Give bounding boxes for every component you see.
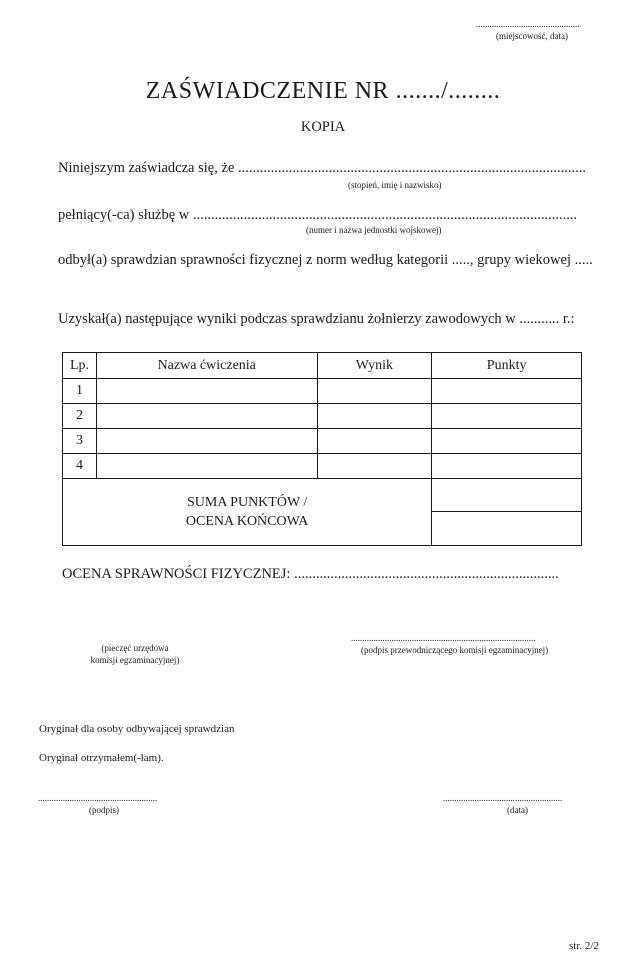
table-row [63,454,582,479]
test-line: odbył(a) sprawdzian sprawności fizycznej z norm według kategorii ....., grupy wiekowej ..... [58,252,593,268]
stamp-caption-line1: (pieczęć urzędowa [101,643,169,653]
final-grade-cell[interactable] [432,512,582,546]
points-cell[interactable] [432,429,582,454]
header-result: Wynik [317,353,432,379]
date-dots: ..................................................... [443,793,563,803]
header-lp: Lp. [63,353,97,379]
original-for-person-line: Oryginał dla osoby odbywającej sprawdzian [39,723,235,735]
signature-caption: (podpis) [89,805,119,815]
points-cell[interactable] [432,454,582,479]
table-row [63,404,582,429]
results-table [62,352,582,546]
exercise-name-cell[interactable] [96,454,317,479]
original-received-line: Oryginał otrzymałem(-łam). [39,752,164,764]
sum-label-line2: OCENA KOŃCOWA [185,514,309,529]
result-cell[interactable] [317,379,432,404]
service-line: pełniący(-ca) służbę w .......................................................................................................... [58,207,578,223]
sum-label-cell [63,479,432,546]
page-number: str. 2/2 [569,940,599,952]
place-date-dots: .............................................. [476,19,580,29]
certify-caption: (stopień, imię i nazwisko) [348,180,442,190]
table-row [63,379,582,404]
chair-signature-dots: .................................................................................. [351,633,536,643]
row-number: 1 [63,379,97,404]
header-exercise-name: Nazwa ćwiczenia [96,353,317,379]
chair-signature-caption: (podpis przewodniczącego komisji egzaminacyjnej) [361,645,549,655]
signature-dots: ..................................................... [38,793,158,803]
row-number: 2 [63,404,97,429]
service-caption: (numer i nazwa jednostki wojskowej) [306,225,442,235]
table-row [63,429,582,454]
points-cell[interactable] [432,404,582,429]
document-title: ZAŚWIADCZENIE NR ......./........ [145,78,501,104]
results-intro-line: Uzyskał(a) następujące wyniki podczas sprawdzianu żołnierzy zawodowych w ........... r.: [58,311,575,327]
result-cell[interactable] [317,404,432,429]
result-cell[interactable] [317,454,432,479]
header-points: Punkty [432,353,582,379]
row-number: 4 [63,454,97,479]
table-header-row [63,353,582,379]
stamp-caption-line2: komisji egzaminacyjnej) [90,655,180,665]
exercise-name-cell[interactable] [96,379,317,404]
exercise-name-cell[interactable] [96,429,317,454]
date-caption: (data) [507,805,528,815]
points-cell[interactable] [432,379,582,404]
total-points-cell[interactable] [432,479,582,512]
exercise-name-cell[interactable] [96,404,317,429]
place-date-caption: (miejscowość, data) [496,31,568,41]
document-subtitle: KOPIA [300,119,346,135]
row-number: 3 [63,429,97,454]
fitness-assessment-line: OCENA SPRAWNOŚCI FIZYCZNEJ: ......................................................................... [62,566,559,582]
sum-label-line1: SUMA PUNKTÓW / [186,495,308,510]
certify-line: Niniejszym zaświadcza się, że ................................................................................................ [58,160,586,176]
result-cell[interactable] [317,429,432,454]
